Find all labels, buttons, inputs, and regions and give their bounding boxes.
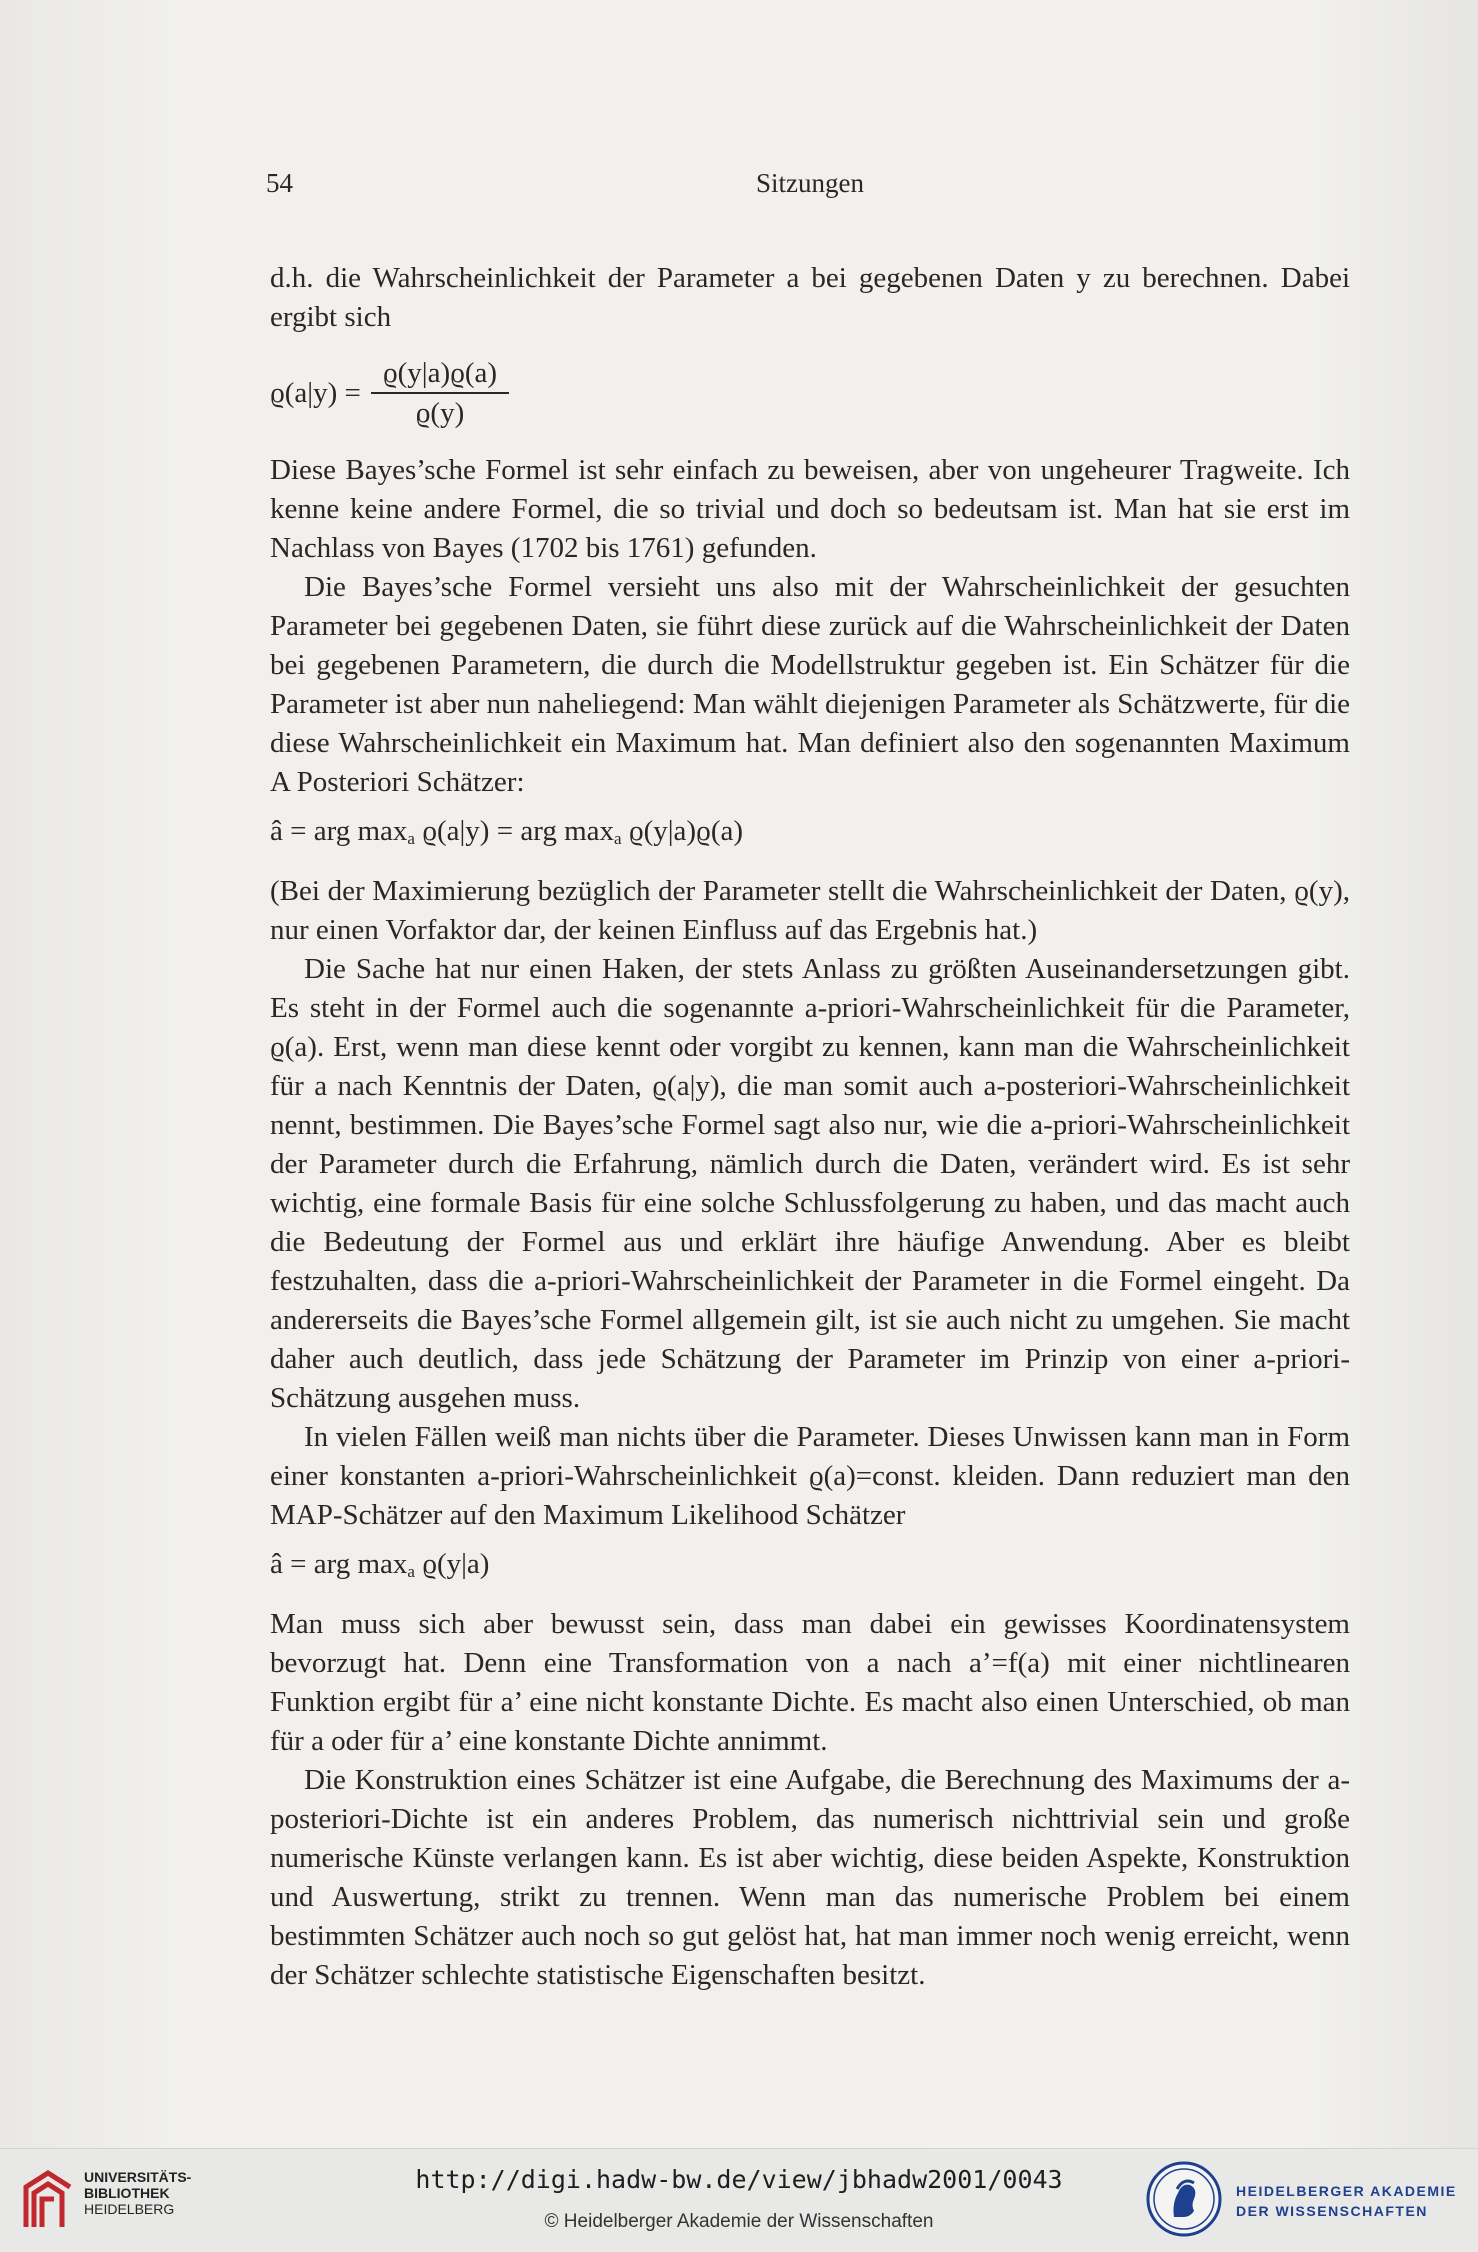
formula-lhs: ϱ(a|y) = (270, 376, 361, 409)
map-formula (270, 812, 1350, 858)
formula-fraction (371, 356, 509, 430)
academy-line: HEIDELBERGER AKADEMIE (1236, 2183, 1457, 2199)
copyright-notice: © Heidelberger Akademie der Wissenschaften (544, 2211, 934, 2232)
paragraph: (Bei der Maximierung bezüglich der Parameter stellt die Wahrscheinlichkeit der Daten, ϱ(y), nur einen Vorfaktor dar, der keinen Einfluss auf das Ergebnis hat.) (270, 875, 1350, 946)
footer-bar (0, 2148, 1478, 2252)
page-number: 54 (266, 168, 293, 198)
paragraph: Diese Bayes’sche Formel ist sehr einfach zu beweisen, aber von ungeheurer Tragweite. Ich kenne keine andere Formel, die so trivial und doch so bedeutsam ist. Man hat sie erst im Nachlass von Bayes (1702 bis 1761) gefunden. (270, 454, 1350, 564)
academy-line: DER WISSENSCHAFTEN (1236, 2203, 1428, 2219)
paragraph: Die Konstruktion eines Schätzer ist eine Aufgabe, die Berechnung des Maximums der a-posteriori-Dichte ist ein anderes Problem, das numerisch nichttrivial sein und große numerische Künste verlangen kann. Es ist aber wichtig, diese beiden Aspekte, Konstruktion und Auswertung, strikt zu trennen. Wenn man das numerische Problem bei einem bestimmten Schätzer auch noch so gut gelöst hat, hat man immer noch wenig erreicht, wenn der Schätzer schlechte statistische Eigenschaften besitzt. (270, 1764, 1350, 1991)
ub-line: BIBLIOTHEK (84, 2185, 170, 2201)
formula-subscript: a (407, 829, 415, 848)
academy-seal-icon (1144, 2159, 1224, 2239)
page-header (266, 168, 1354, 208)
formula-subscript: a (614, 829, 622, 848)
formula-text: ϱ(a|y) = arg max (414, 815, 615, 847)
running-head: Sitzungen (756, 168, 864, 198)
paragraph: In vielen Fällen weiß man nichts über die Parameter. Dieses Unwissen kann man in Form einer konstanten a-priori-Wahrscheinlichkeit ϱ(a)=const. kleiden. Dann reduziert man den MAP-Schätzer auf den Maximum Likelihood Schätzer (270, 1421, 1350, 1531)
permalink-url[interactable]: http://digi.hadw-bw.de/view/jbhadw2001/0043 (415, 2165, 1063, 2194)
academy-name (1236, 2181, 1457, 2221)
formula-text: ϱ(y|a) (414, 1548, 490, 1580)
ub-line: UNIVERSITÄTS- (84, 2169, 192, 2185)
formula-subscript: a (407, 1562, 415, 1581)
paragraph: d.h. die Wahrscheinlichkeit der Parameter a bei gegebenen Daten y zu berechnen. Dabei ergibt sich (270, 262, 1350, 333)
paragraph: Die Sache hat nur einen Haken, der stets Anlass zu größten Auseinandersetzungen gibt. Es steht in der Formel auch die sogenannte a-priori-Wahrscheinlichkeit für die Parameter, ϱ(a). Erst, wenn man diese kennt oder vorgibt zu kennen, kann man die Wahrscheinlichkeit für a nach Kenntnis der Daten, ϱ(a|y), die man somit auch a-posteriori-Wahrscheinlichkeit nennt, bestimmen. Die Bayes’sche Formel sagt also nur, wie die a-priori-Wahrscheinlichkeit der Parameter durch die Erfahrung, nämlich durch die Daten, verändert wird. Es ist sehr wichtig, eine formale Basis für eine solche Schlussfolgerung zu haben, und das macht auch die Bedeutung der Formel aus und erklärt ihre häufige Anwendung. Aber es bleibt festzuhalten, dass die a-priori-Wahrscheinlichkeit der Parameter in die Formel eingeht. Da andererseits die Bayes’sche Formel allgemein gilt, ist sie auch nicht zu umgehen. Sie macht daher auch deutlich, dass jede Schätzung der Parameter im Prinzip von einer a-priori-Schätzung ausgehen muss. (270, 953, 1350, 1414)
formula-text: â = arg max (270, 815, 408, 847)
body-text (270, 259, 1350, 1995)
ub-line: HEIDELBERG (84, 2201, 175, 2217)
formula-text: â = arg max (270, 1548, 408, 1580)
formula-denominator: ϱ(y) (415, 397, 465, 429)
bayes-formula (270, 351, 1350, 435)
formula-numerator: ϱ(y|a)ϱ(a) (371, 356, 509, 394)
ml-formula (270, 1545, 1350, 1591)
paragraph: Man muss sich aber bewusst sein, dass man dabei ein gewisses Koordinatensystem bevorzugt hat. Denn eine Transformation von a nach a’=f(a) mit einer nichtlinearen Funktion ergibt für a’ eine nicht konstante Dichte. Es macht also einen Unterschied, ob man für a oder für a’ eine konstante Dichte annimmt. (270, 1608, 1350, 1757)
paragraph: Die Bayes’sche Formel versieht uns also mit der Wahrscheinlichkeit der gesuchten Parameter bei gegebenen Daten, sie führt diese zurück auf die Wahrscheinlichkeit der Daten bei gegebenen Parametern, die durch die Modellstruktur gegeben ist. Ein Schätzer für die Parameter ist aber nun naheliegend: Man wählt diejenigen Parameter als Schätzwerte, für die diese Wahrscheinlichkeit ein Maximum hat. Man definiert also den sogenannten Maximum A Posteriori Schätzer: (270, 571, 1350, 798)
formula-text: ϱ(y|a)ϱ(a) (621, 815, 743, 847)
